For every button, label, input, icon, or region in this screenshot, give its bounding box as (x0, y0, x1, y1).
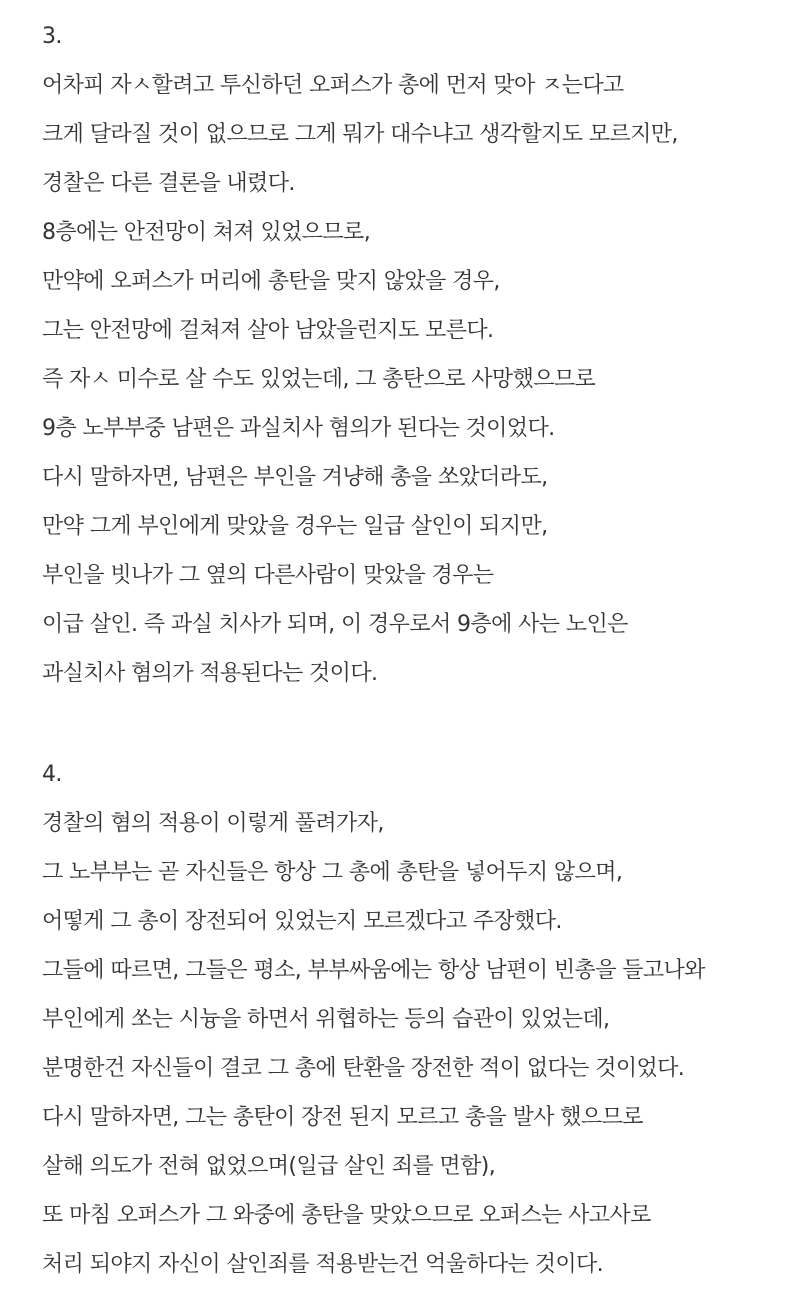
paragraph-line: 다시 말하자면, 그는 총탄이 장전 된지 모르고 총을 발사 했으므로 (42, 1105, 643, 1130)
section-3 (42, 12, 792, 698)
section-4 (42, 750, 792, 1289)
paragraph-line: 다시 말하자면, 남편은 부인을 겨냥해 총을 쏘았더라도, (42, 465, 548, 490)
paragraph-line: 부인을 빗나가 그 옆의 다른사람이 맞았을 경우는 (42, 563, 494, 588)
paragraph-line: 즉 자ㅅ 미수로 살 수도 있었는데, 그 총탄으로 사망했으므로 (42, 367, 596, 392)
paragraph-line: 이급 살인. 즉 과실 치사가 되며, 이 경우로서 9층에 사는 노인은 (42, 612, 628, 637)
paragraph-line: 또 마침 오퍼스가 그 와중에 총탄을 맞았으므로 오퍼스는 사고사로 (42, 1203, 651, 1228)
paragraph-line: 만약 그게 부인에게 맞았을 경우는 일급 살인이 되지만, (42, 514, 548, 539)
paragraph-line: 경찰은 다른 결론을 내렸다. (42, 171, 295, 196)
paragraph-line: 살해 의도가 전혀 없었으며(일급 살인 죄를 면함), (42, 1154, 496, 1179)
paragraph-line: 분명한건 자신들이 결코 그 총에 탄환을 장전한 적이 없다는 것이었다. (42, 1056, 685, 1081)
paragraph-line: 크게 달라질 것이 없으므로 그게 뭐가 대수냐고 생각할지도 모르지만, (42, 122, 678, 147)
section-number: 4. (42, 762, 62, 787)
paragraph-line: 그 노부부는 곧 자신들은 항상 그 총에 총탄을 넣어두지 않으며, (42, 860, 623, 885)
article-body (42, 12, 792, 1289)
paragraph-line: 8층에는 안전망이 쳐져 있었으므로, (42, 220, 371, 245)
paragraph-line: 경찰의 혐의 적용이 이렇게 풀려가자, (42, 811, 384, 836)
paragraph-line: 부인에게 쏘는 시늉을 하면서 위협하는 등의 습관이 있었는데, (42, 1007, 610, 1032)
paragraph-line: 만약에 오퍼스가 머리에 총탄을 맞지 않았을 경우, (42, 269, 500, 294)
paragraph-line: 어떻게 그 총이 장전되어 있었는지 모르겠다고 주장했다. (42, 909, 562, 934)
paragraph-line: 어차피 자ㅅ할려고 투신하던 오퍼스가 총에 먼저 맞아 ㅈ는다고 (42, 73, 624, 98)
paragraph-line: 그들에 따르면, 그들은 평소, 부부싸움에는 항상 남편이 빈총을 들고나와 (42, 958, 705, 983)
paragraph-line: 과실치사 혐의가 적용된다는 것이다. (42, 661, 378, 686)
section-number: 3. (42, 24, 62, 49)
paragraph-line: 처리 되야지 자신이 살인죄를 적용받는건 억울하다는 것이다. (42, 1252, 604, 1277)
paragraph-line: 그는 안전망에 걸쳐져 살아 남았을런지도 모른다. (42, 318, 494, 343)
paragraph-line: 9층 노부부중 남편은 과실치사 혐의가 된다는 것이었다. (42, 416, 555, 441)
